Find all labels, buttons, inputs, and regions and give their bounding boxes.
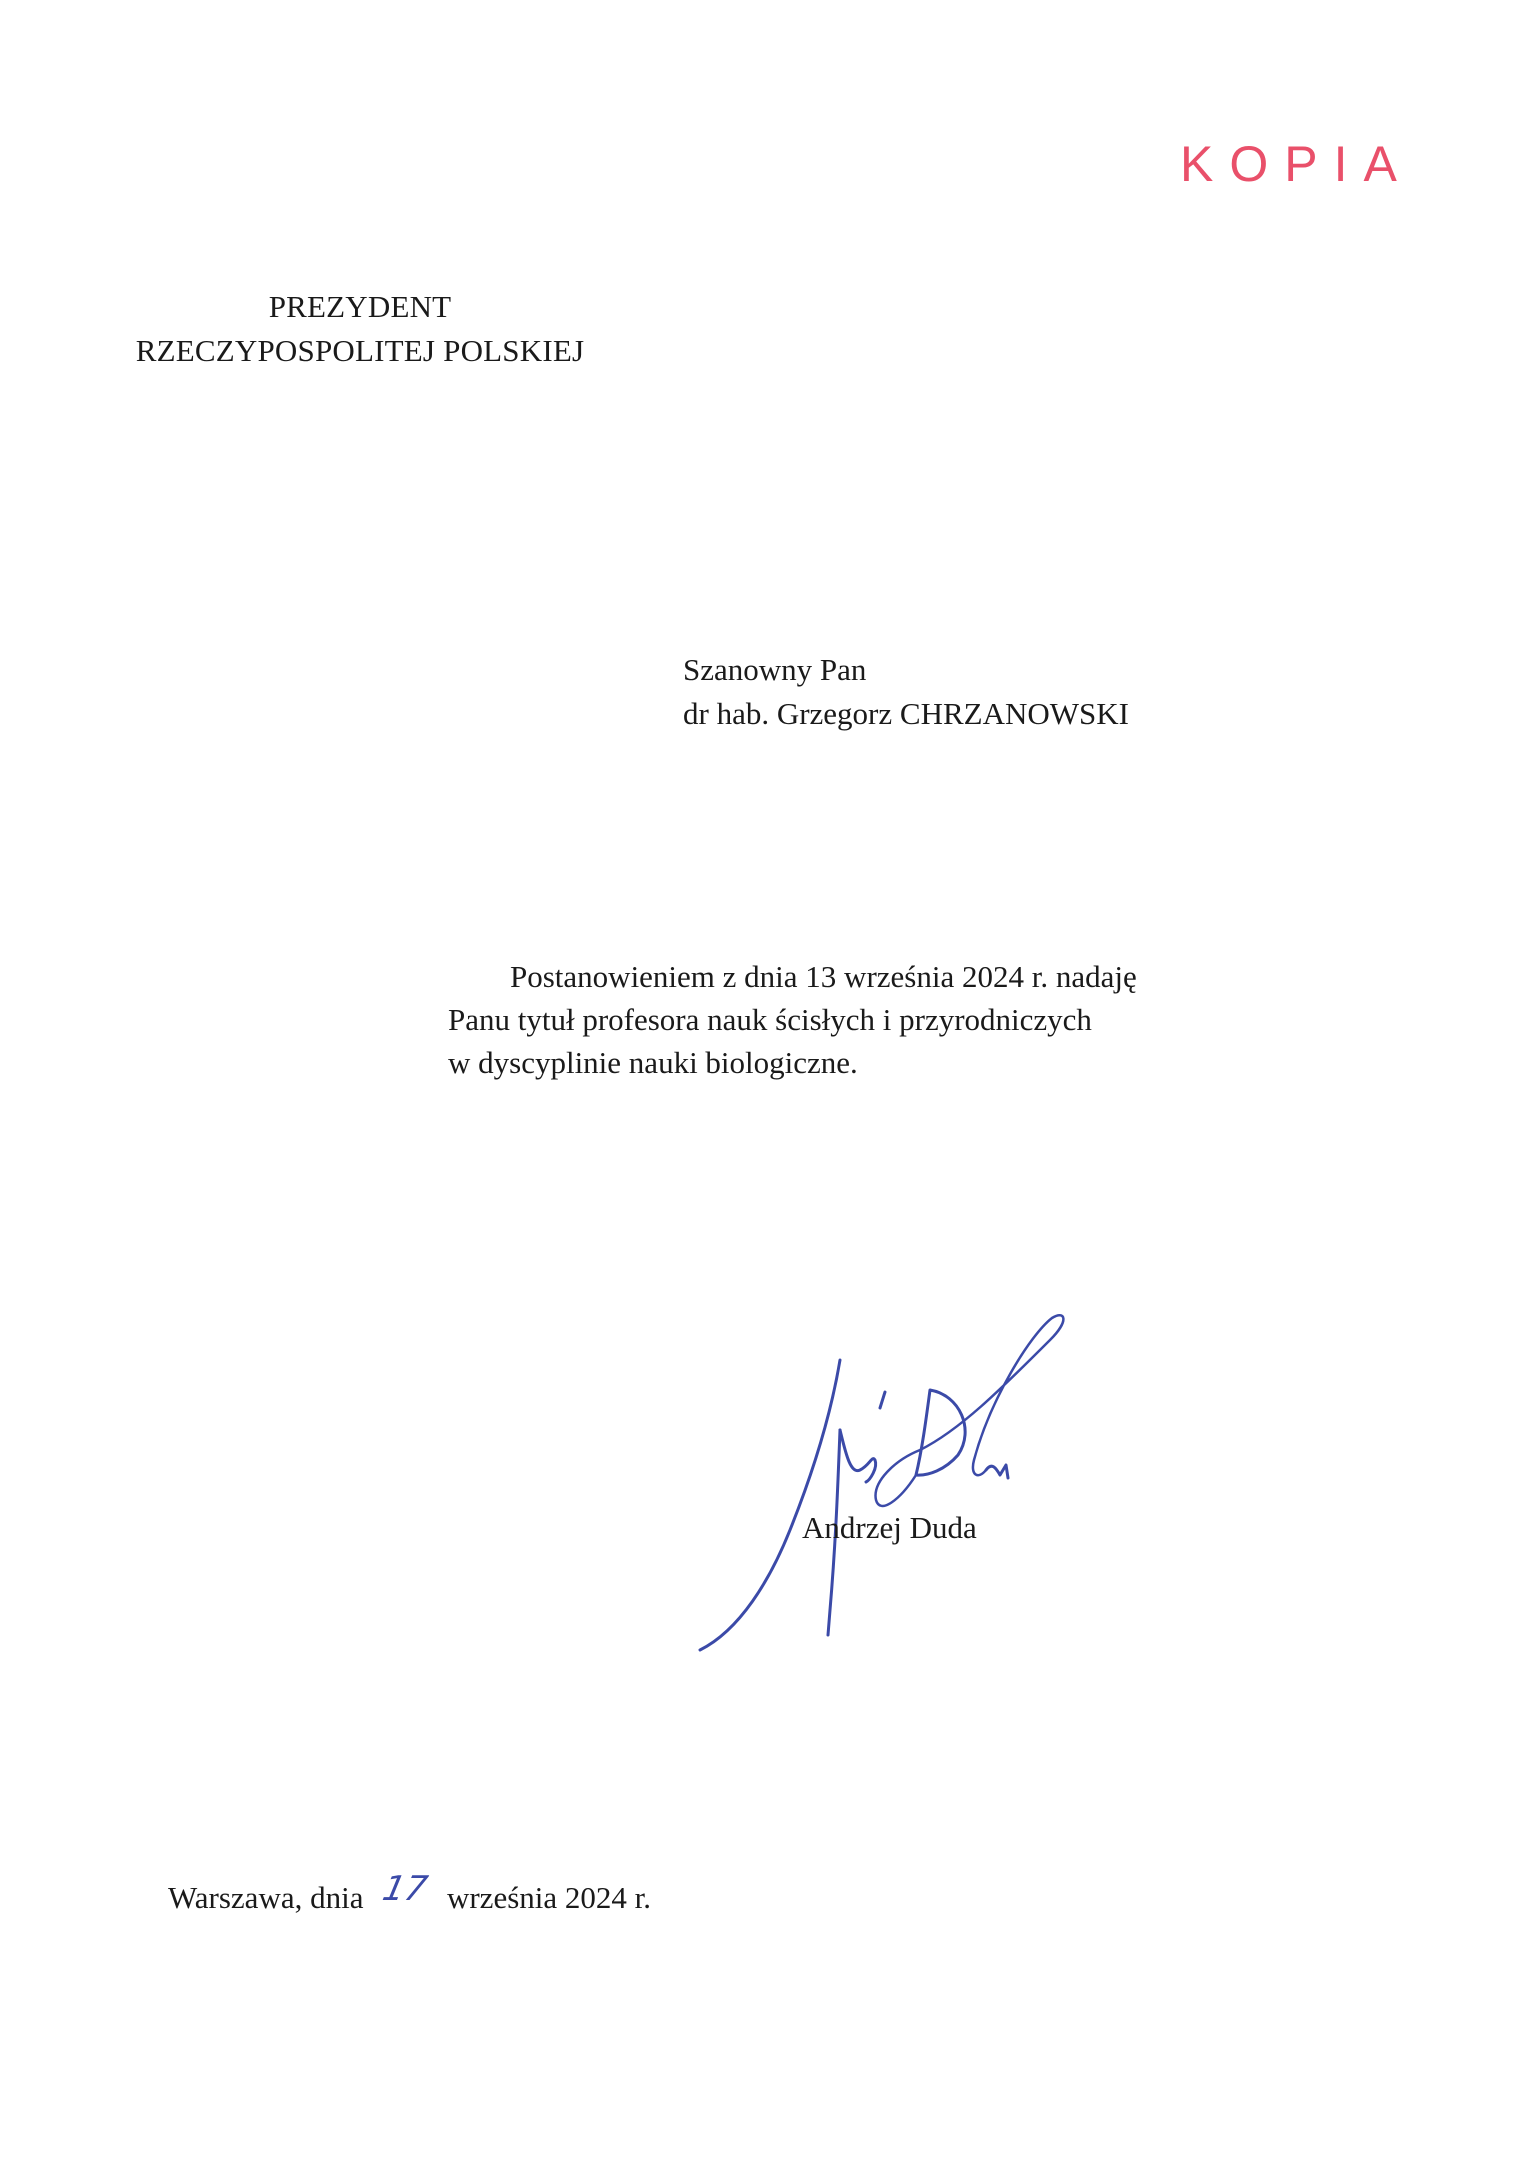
addressee-block <box>683 648 1129 736</box>
date-line <box>168 1869 651 1920</box>
body-line-2: Panu tytuł profesora nauk ścisłych i przyrodniczych <box>448 1002 1092 1037</box>
handwritten-signature <box>690 1310 1090 1660</box>
body-line-3: w dyscyplinie nauki biologiczne. <box>448 1045 858 1080</box>
letterhead <box>40 285 680 373</box>
letterhead-line-2: RZECZYPOSPOLITEJ POLSKIEJ <box>135 333 585 368</box>
signer-name: Andrzej Duda <box>802 1510 977 1545</box>
letterhead-line-1: PREZYDENT <box>268 289 452 324</box>
salutation: Szanowny Pan <box>683 652 867 687</box>
date-suffix: września 2024 r. <box>446 1880 651 1915</box>
body-line-1: Postanowieniem z dnia 13 września 2024 r. nadaję <box>510 959 1137 994</box>
copy-stamp: KOPIA <box>1180 136 1413 192</box>
addressee-name: dr hab. Grzegorz CHRZANOWSKI <box>683 696 1129 731</box>
date-prefix: Warszawa, dnia <box>168 1880 364 1915</box>
handwritten-day: 17 <box>379 1869 432 1909</box>
letter-body <box>448 955 1278 1084</box>
